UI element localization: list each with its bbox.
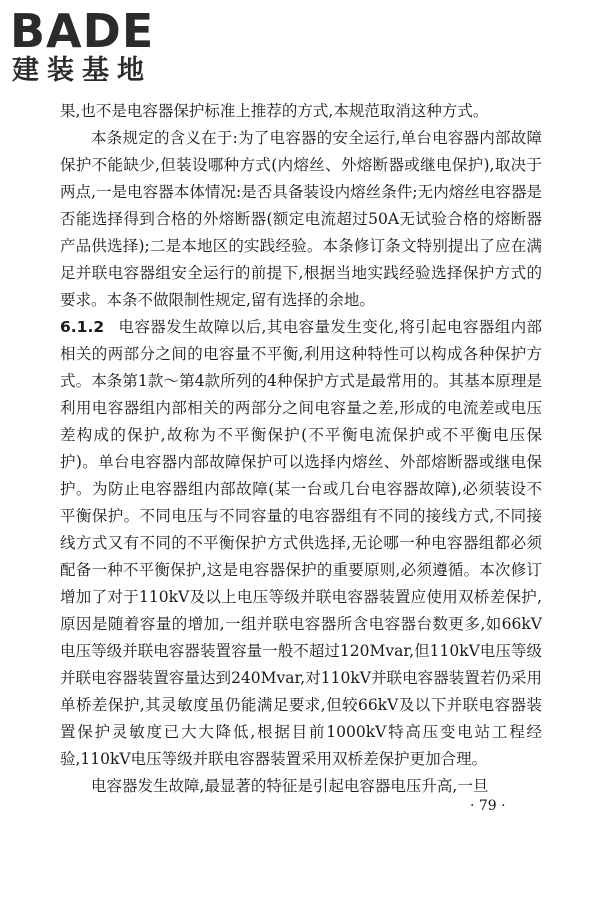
- brand-logo: [10, 6, 154, 56]
- clause-number: 6.1.2: [60, 318, 105, 336]
- paragraph-continuation: 果,也不是电容器保护标准上推荐的方式,本规范取消这种方式。: [60, 102, 489, 120]
- brand-name: BADE: [10, 4, 155, 58]
- brand-subtitle: 建装基地: [12, 55, 152, 86]
- paragraph-clause-6-1-2: [60, 314, 542, 773]
- document-body: [60, 98, 542, 800]
- paragraph-clause-explanation: 本条规定的含义在于:为了电容器的安全运行,单台电容器内部故障保护不能缺少,但装设哪种方式(内熔丝、外熔断器或继电保护),取决于两点,一是电容器本体情况:是否具备装设内熔丝条件;无内熔丝电容器是否能选择得到合格的外熔断器(额定电流超过50A无试验合格的熔断器产品供选择);二是本地区的实践经验。本条修订条文特别提出了应在满足并联电容器组安全运行的前提下,根据当地实践经验选择保护方式的要求。本条不做限制性规定,留有选择的余地。: [60, 129, 542, 309]
- paragraph-capacitor-fault: 电容器发生故障,最显著的特征是引起电容器电压升高,一旦: [91, 777, 489, 795]
- page-number: · 79 ·: [470, 798, 506, 814]
- clause-text: 电容器发生故障以后,其电容量发生变化,将引起电容器组内部相关的两部分之间的电容量不平衡,利用这种特性可以构成各种保护方式。本条第1款～第4款所列的4种保护方式是最常用的。其基本原理是利用电容器组内部相关的两部分之间电容量之差,形成的电流差或电压差构成的保护,故称为不平衡保护(不平衡电流保护或不平衡电压保护)。单台电容器内部故障保护可以选择内熔丝、外部熔断器或继电保护。为防止电容器组内部故障(某一台或几台电容器故障),必须装设不平衡保护。不同电压与不同容量的电容器组有不同的接线方式,不同接线方式又有不同的不平衡保护方式供选择,无论哪一种电容器组都必须配备一种不平衡保护,这是电容器保护的重要原则,必须遵循。本次修订增加了对于110kV及以上电压等级并联电容器装置应使用双桥差保护,原因是随着容量的增加,一组并联电容器所含电容器台数更多,如66kV电压等级并联电容器装置容量一般不超过120Mvar,但110kV电压等级并联电容器装置容量达到240Mvar,对110kV并联电容器装置若仍采用单桥差保护,其灵敏度虽仍能满足要求,但较66kV及以下并联电容器装置保护灵敏度已大大降低,根据目前1000kV特高压变电站工程经验,110kV电压等级并联电容器装置采用双桥差保护更加合理。: [60, 318, 542, 768]
- brand-watermark: [10, 6, 180, 92]
